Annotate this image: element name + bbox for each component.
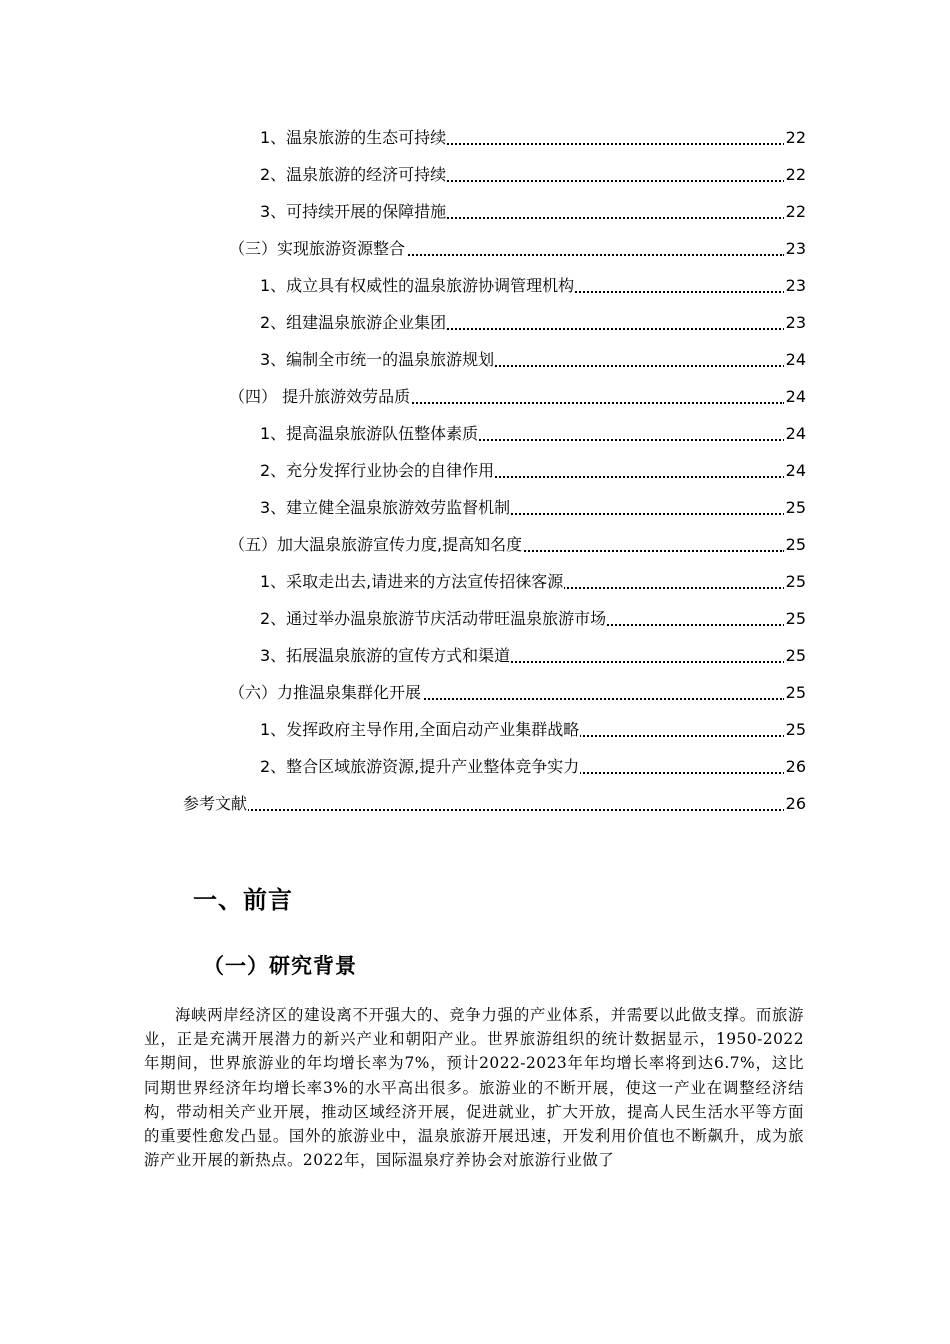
toc-entry-title: （六）力推温泉集群化开展 (229, 674, 422, 711)
toc-page-number: 25 (784, 674, 806, 711)
toc-entry-title: 1、采取走出去,请进来的方法宣传招徕客源 (260, 563, 564, 600)
toc-entry[interactable] (0, 119, 950, 156)
toc-entry[interactable] (0, 267, 950, 304)
toc-entry-title: 2、温泉旅游的经济可持续 (260, 156, 447, 193)
toc-entry[interactable] (0, 637, 950, 674)
toc-page-number: 26 (784, 785, 806, 822)
toc-entry-title: （五）加大温泉旅游宣传力度,提高知名度 (229, 526, 523, 563)
toc-page-number: 24 (784, 341, 806, 378)
toc-entry[interactable] (0, 600, 950, 637)
toc-entry-title: 参考文献 (183, 785, 248, 822)
toc-entry[interactable] (0, 748, 950, 785)
toc-page-number: 23 (784, 230, 806, 267)
body-paragraph: 海峡两岸经济区的建设离不开强大的、竞争力强的产业体系，并需要以此做支撑。而旅游业，正是充满开展潜力的新兴产业和朝阳产业。世界旅游组织的统计数据显示，1950-2022年期间，世界旅游业的年均增长率为7%，预计2022-2023年年均增长率将到达6.7%，这比同期世界经济年均增长率3%的水平高出很多。旅游业的不断开展，使这一产业在调整经济结构，带动相关产业开展，推动区域经济开展，促进就业，扩大开放，提高人民生活水平等方面的重要性愈发凸显。国外的旅游业中，温泉旅游开展迅速，开发利用价值也不断飙升，成为旅游产业开展的新热点。2022年，国际温泉疗养协会对旅游行业做了 (144, 1006, 804, 1170)
toc-entry[interactable] (0, 304, 950, 341)
toc-entry-title: 1、温泉旅游的生态可持续 (260, 119, 447, 156)
toc-page-number: 22 (784, 193, 806, 230)
toc-entry[interactable] (0, 230, 950, 267)
toc-entry-title: （三）实现旅游资源整合 (229, 230, 406, 267)
toc-dot-leader (183, 809, 785, 811)
toc-page-number: 22 (784, 156, 806, 193)
toc-page-number: 25 (784, 637, 806, 674)
toc-entry-title: 3、编制全市统一的温泉旅游规划 (260, 341, 495, 378)
toc-page-number: 25 (784, 489, 806, 526)
toc-entry[interactable] (0, 563, 950, 600)
toc-page-number: 23 (784, 267, 806, 304)
toc-entry-title: 2、充分发挥行业协会的自律作用 (260, 452, 495, 489)
toc-entry-title: 3、建立健全温泉旅游效劳监督机制 (260, 489, 511, 526)
toc-entry[interactable] (0, 378, 950, 415)
toc-entry-title: 1、提高温泉旅游队伍整体素质 (260, 415, 479, 452)
toc-page-number: 25 (784, 526, 806, 563)
toc-entry[interactable] (0, 452, 950, 489)
toc-page-number: 24 (784, 378, 806, 415)
toc-entry[interactable] (0, 489, 950, 526)
toc-page-number: 25 (784, 563, 806, 600)
toc-page-number: 25 (784, 600, 806, 637)
toc-entry-title: 1、成立具有权威性的温泉旅游协调管理机构 (260, 267, 575, 304)
subsection-heading: （一）研究背景 (203, 954, 357, 978)
toc-entry[interactable] (0, 526, 950, 563)
toc-entry-title: 2、组建温泉旅游企业集团 (260, 304, 447, 341)
toc-entry-title: 3、拓展温泉旅游的宣传方式和渠道 (260, 637, 511, 674)
toc-entry[interactable] (0, 341, 950, 378)
toc-page-number: 24 (784, 452, 806, 489)
toc-entry[interactable] (0, 415, 950, 452)
toc-page-number: 22 (784, 119, 806, 156)
toc-entry-title: 2、整合区域旅游资源,提升产业整体竞争实力 (260, 748, 580, 785)
toc-entry-title: （四） 提升旅游效劳品质 (229, 378, 411, 415)
toc-entry-title: 1、发挥政府主导作用,全面启动产业集群战略 (260, 711, 580, 748)
toc-entry[interactable] (0, 711, 950, 748)
section-heading: 一、前言 (193, 886, 293, 914)
toc-entry[interactable] (0, 785, 950, 822)
toc-entry[interactable] (0, 156, 950, 193)
table-of-contents (0, 119, 950, 822)
toc-entry[interactable] (0, 674, 950, 711)
toc-entry-title: 2、通过举办温泉旅游节庆活动带旺温泉旅游市场 (260, 600, 607, 637)
toc-entry-title: 3、可持续开展的保障措施 (260, 193, 447, 230)
toc-page-number: 25 (784, 711, 806, 748)
toc-entry[interactable] (0, 193, 950, 230)
toc-page-number: 26 (784, 748, 806, 785)
toc-page-number: 24 (784, 415, 806, 452)
toc-page-number: 23 (784, 304, 806, 341)
